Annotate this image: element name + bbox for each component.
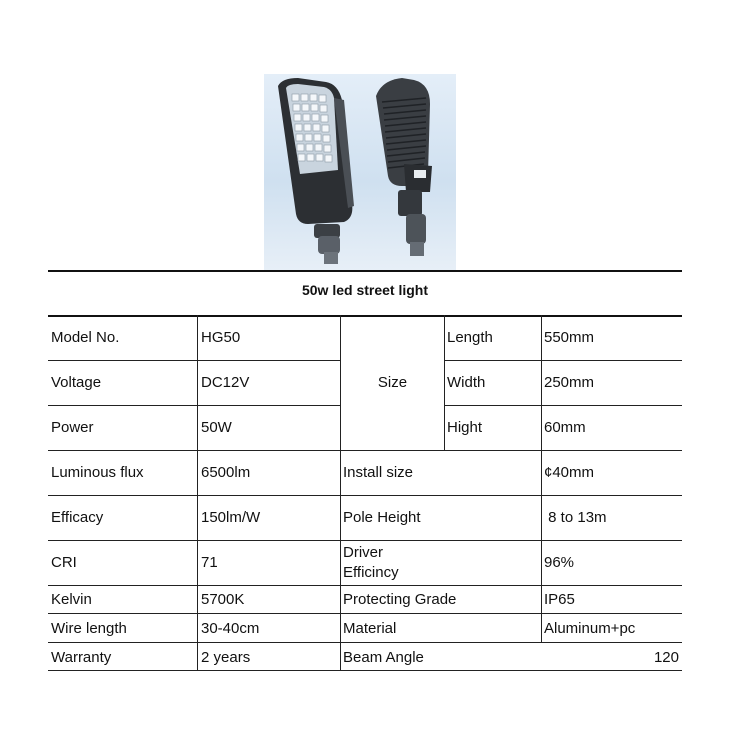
rule-under-title: [48, 315, 682, 317]
cri-value: 71: [201, 554, 218, 571]
efficacy-value: 150lm/W: [201, 509, 261, 526]
rule-row-1-right: [444, 360, 682, 361]
rule-top: [48, 270, 682, 272]
street-light-illustration: [264, 74, 456, 270]
col-rule-3: [444, 315, 445, 450]
luminous-flux-value: 6500lm: [201, 464, 251, 481]
install-size-label: Install size: [343, 464, 414, 481]
rule-row-5: [48, 540, 682, 541]
length-value: 550mm: [544, 329, 595, 346]
col-rule-4: [541, 315, 542, 642]
rule-row-7: [48, 613, 682, 614]
wire-length-value: 30-40cm: [201, 620, 260, 637]
length-label: Length: [447, 329, 493, 346]
material-label: Material: [343, 620, 397, 637]
warranty-value: 2 years: [201, 649, 251, 666]
col-rule-1: [197, 315, 198, 670]
kelvin-label: Kelvin: [51, 591, 92, 608]
rule-row-3: [48, 450, 682, 451]
pole-height-value: 8 to 13m: [544, 509, 607, 526]
rule-row-8: [48, 642, 682, 643]
rule-row-4: [48, 495, 682, 496]
voltage-value: DC12V: [201, 374, 250, 391]
sheet-title: 50w led street light: [301, 282, 429, 298]
width-label: Width: [447, 374, 486, 391]
efficacy-label: Efficacy: [51, 509, 104, 526]
model-value: HG50: [201, 329, 241, 346]
protecting-grade-label: Protecting Grade: [343, 591, 457, 608]
rule-row-6: [48, 585, 682, 586]
warranty-label: Warranty: [51, 649, 112, 666]
beam-angle-value: 120: [653, 649, 679, 666]
model-label: Model No.: [51, 329, 120, 346]
rule-row-1-left: [48, 360, 341, 361]
rule-row-2-left: [48, 405, 341, 406]
driver-efficiency-label: Driver Efficincy: [343, 544, 399, 581]
lamp-front-view: [278, 78, 354, 264]
rule-row-2-right: [444, 405, 682, 406]
pole-height-label: Pole Height: [343, 509, 421, 526]
beam-angle-label: Beam Angle: [343, 649, 424, 666]
height-value: 60mm: [544, 419, 586, 436]
col-rule-2: [340, 315, 341, 670]
product-photo: [264, 74, 456, 270]
wire-length-label: Wire length: [51, 620, 127, 637]
luminous-flux-label: Luminous flux: [51, 464, 144, 481]
material-value: Aluminum+pc: [544, 620, 636, 637]
power-label: Power: [51, 419, 94, 436]
protecting-grade-value: IP65: [544, 591, 575, 608]
voltage-label: Voltage: [51, 374, 102, 391]
size-label: Size: [377, 374, 408, 391]
kelvin-value: 5700K: [201, 591, 245, 608]
driver-efficiency-value: 96%: [544, 554, 575, 571]
height-label: Hight: [447, 419, 483, 436]
install-size-value: ¢40mm: [544, 464, 595, 481]
rule-bottom: [48, 670, 682, 671]
power-value: 50W: [201, 419, 232, 436]
width-value: 250mm: [544, 374, 595, 391]
lamp-back-view: [376, 78, 432, 256]
cri-label: CRI: [51, 554, 77, 571]
spec-sheet: [48, 270, 682, 672]
